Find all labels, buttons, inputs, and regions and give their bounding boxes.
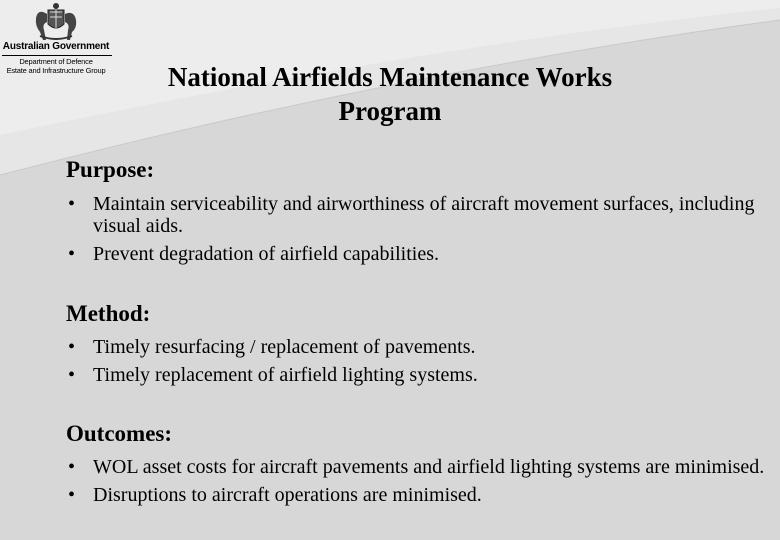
bullet-icon: • <box>68 364 76 386</box>
department-name <box>0 57 112 75</box>
bullet-text: Disruptions to aircraft operations are minimised. <box>93 484 482 506</box>
government-name: Australian Government <box>2 41 110 52</box>
bullet-icon: • <box>68 193 76 215</box>
bullet-icon: • <box>68 456 76 478</box>
bullet-text: Timely replacement of airfield lighting systems. <box>93 364 478 386</box>
title-line-2: Program <box>338 96 442 126</box>
outcomes-heading: Outcomes: <box>66 421 173 446</box>
title-line-1: National Airfields Maintenance Works <box>167 62 613 92</box>
government-logo <box>0 0 118 90</box>
bullet-text: Maintain serviceability and airworthiness of aircraft movement surfaces, including visual aids. <box>93 193 755 237</box>
bullet-icon: • <box>68 484 76 506</box>
method-section <box>66 300 766 392</box>
list-item <box>66 243 766 265</box>
method-heading: Method: <box>66 301 151 326</box>
bullet-icon: • <box>68 243 76 265</box>
department-line-1: Department of Defence <box>19 57 93 66</box>
outcomes-list <box>66 456 766 506</box>
outcomes-section <box>66 420 766 512</box>
method-list <box>66 336 766 386</box>
list-item <box>66 336 766 358</box>
list-item <box>66 484 766 506</box>
logo-divider <box>2 55 112 56</box>
bullet-text: Timely resurfacing / replacement of pavements. <box>93 336 476 358</box>
bullet-icon: • <box>68 336 76 358</box>
bullet-text: WOL asset costs for aircraft pavements and airfield lighting systems are minimised. <box>93 456 765 478</box>
bullet-text: Prevent degradation of airfield capabilities. <box>93 243 439 265</box>
list-item <box>66 364 766 386</box>
purpose-heading: Purpose: <box>66 157 155 182</box>
list-item <box>66 456 766 478</box>
slide-title <box>110 60 670 128</box>
department-line-2: Estate and Infrastructure Group <box>6 66 106 75</box>
purpose-section <box>66 156 766 271</box>
purpose-list <box>66 193 766 265</box>
list-item <box>66 193 766 237</box>
coat-of-arms-icon <box>30 2 82 42</box>
